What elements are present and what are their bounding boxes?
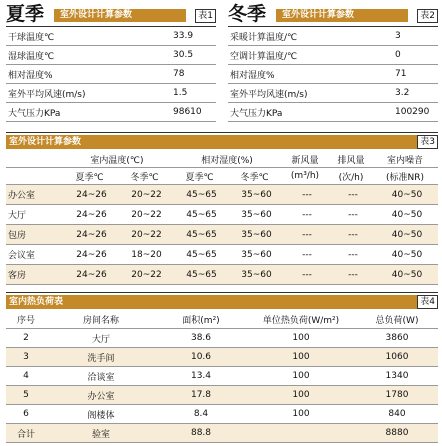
indoor-row (6, 245, 438, 265)
indoor-temp-header: 室内温度(℃) (90, 155, 144, 166)
indoor-exhaust: --- (348, 249, 358, 260)
indoor-row (6, 265, 438, 285)
load-no: 3 (23, 352, 29, 362)
indoor-fresh-air: --- (302, 249, 312, 260)
load-total: 8880 (385, 428, 409, 438)
indoor-room: 办公室 (8, 191, 36, 201)
indoor-exhaust: --- (348, 189, 358, 200)
load-row (6, 424, 438, 443)
summer-row (6, 27, 216, 46)
summer-row (6, 84, 216, 103)
summer-row (6, 65, 216, 84)
summer-row (6, 103, 216, 122)
load-no: 6 (23, 409, 29, 419)
load-name-header: 房间名称 (82, 316, 119, 326)
summer-value: 98610 (173, 107, 202, 117)
load-panel (6, 292, 438, 443)
indoor-hum-summer: 45~65 (186, 249, 217, 260)
winter-row (228, 27, 438, 46)
summer-badge: 室外设计计算参数 (54, 9, 186, 22)
summer-table (6, 27, 216, 122)
indoor-table-no: 表3 (417, 135, 438, 149)
load-unit: 100 (292, 333, 310, 343)
winter-label: 大气压力KPa (230, 108, 283, 119)
indoor-hum-winter: 35~60 (241, 209, 272, 220)
indoor-sub-header (6, 168, 438, 185)
load-unit: 100 (292, 371, 310, 381)
summer-value: 33.9 (173, 31, 194, 41)
load-rows (6, 329, 438, 443)
indoor-noise-header: 室内噪音 (386, 155, 423, 166)
load-total-header: 总负荷(W) (375, 316, 419, 326)
load-name: 洗手间 (87, 353, 115, 364)
load-no: 5 (23, 390, 29, 400)
indoor-fresh-air: --- (302, 269, 312, 280)
winter-value: 100290 (395, 107, 430, 117)
load-area: 8.4 (193, 409, 209, 419)
load-area-header: 面积(m²) (182, 316, 220, 326)
winter-label: 采暖计算温度/℃ (230, 32, 298, 43)
indoor-exhaust: --- (348, 269, 358, 280)
load-total: 1340 (385, 371, 409, 381)
load-total: 1060 (385, 352, 409, 362)
indoor-title: 室外设计计算参数 (6, 135, 421, 149)
winter-badge: 室外设计计算参数 (276, 9, 408, 22)
load-no: 4 (23, 371, 29, 381)
load-area: 88.8 (190, 428, 212, 438)
indoor-row (6, 185, 438, 205)
summer-value: 78 (173, 69, 185, 79)
indoor-hum-winter: 35~60 (241, 249, 272, 260)
load-name: 阁楼体 (87, 410, 115, 421)
load-name: 大厅 (91, 334, 110, 345)
summer-label: 室外平均风速(m/s) (8, 89, 86, 100)
indoor-hum-summer: 45~65 (186, 209, 217, 220)
indoor-hum-summer: 45~65 (186, 189, 217, 200)
winter-value: 0 (395, 50, 401, 60)
winter-panel (228, 4, 438, 122)
load-row (6, 329, 438, 348)
winter-value: 3.2 (395, 88, 410, 98)
load-name: 洽谈室 (87, 372, 115, 383)
load-area: 17.8 (190, 390, 212, 400)
winter-title: 冬季 (228, 3, 267, 25)
indoor-temp-summer: 24~26 (76, 229, 107, 240)
indoor-exhaust-unit: (次/h) (338, 172, 364, 183)
indoor-hum-winter: 35~60 (241, 229, 272, 240)
load-area: 10.6 (190, 352, 212, 362)
indoor-noise: 40~50 (391, 269, 423, 280)
load-unit: 100 (292, 352, 310, 362)
winter-label: 空调计算温度/℃ (230, 51, 298, 62)
indoor-noise: 40~50 (391, 229, 423, 240)
winter-row (228, 84, 438, 103)
winter-table-no: 表2 (417, 9, 438, 23)
indoor-hum-winter: 35~60 (241, 269, 272, 280)
load-row (6, 367, 438, 386)
indoor-humidity-header: 相对湿度(%) (201, 155, 253, 166)
winter-label: 室外平均风速(m/s) (230, 89, 308, 100)
indoor-fresh-air: --- (302, 229, 312, 240)
indoor-fresh-air-header: 新风量 (291, 155, 319, 166)
summer-panel (6, 4, 216, 122)
summer-label: 大气压力KPa (8, 108, 61, 119)
indoor-noise: 40~50 (391, 189, 423, 200)
indoor-fresh-air: --- (302, 189, 312, 200)
indoor-temp-summer: 24~26 (76, 189, 107, 200)
indoor-temp-winter: 20~22 (131, 269, 162, 280)
indoor-fresh-unit: (m³/h) (290, 171, 320, 181)
indoor-temp-summer: 24~26 (76, 209, 107, 220)
load-area: 38.6 (190, 333, 212, 343)
indoor-room: 大厅 (8, 211, 27, 221)
summer-table-no: 表1 (195, 9, 216, 23)
indoor-row (6, 225, 438, 245)
indoor-panel (6, 132, 438, 285)
indoor-temp-winter-header: 冬季℃ (130, 172, 159, 183)
winter-row (228, 46, 438, 65)
summer-label: 干球温度℃ (8, 32, 55, 43)
indoor-temp-winter: 18~20 (131, 249, 162, 260)
indoor-hum-winter: 35~60 (241, 189, 272, 200)
indoor-room: 客房 (8, 271, 27, 281)
indoor-temp-winter: 20~22 (131, 189, 162, 200)
indoor-hum-summer: 45~65 (186, 269, 217, 280)
winter-row (228, 103, 438, 122)
indoor-room: 包房 (8, 231, 27, 241)
winter-value: 71 (395, 69, 407, 79)
indoor-noise-unit: (标准NR) (385, 172, 424, 183)
load-total: 840 (388, 409, 406, 419)
winter-table (228, 27, 438, 122)
load-no: 2 (23, 333, 29, 343)
indoor-rows (6, 185, 438, 285)
load-unit: 100 (292, 409, 310, 419)
winter-row (228, 65, 438, 84)
winter-value: 3 (395, 31, 401, 41)
summer-value: 1.5 (173, 88, 188, 98)
indoor-group-header (6, 151, 438, 168)
indoor-noise: 40~50 (391, 249, 423, 260)
winter-label: 相对湿度% (230, 70, 275, 81)
load-area: 13.4 (190, 371, 212, 381)
summer-label: 湿球温度℃ (8, 51, 55, 62)
load-total: 3860 (385, 333, 409, 343)
load-unit: 100 (292, 390, 310, 400)
indoor-temp-winter: 20~22 (131, 229, 162, 240)
summer-row (6, 46, 216, 65)
indoor-fresh-air: --- (302, 209, 312, 220)
summer-title: 夏季 (6, 3, 45, 25)
indoor-temp-summer-header: 夏季℃ (75, 172, 104, 183)
load-table-no: 表4 (417, 295, 438, 309)
summer-value: 30.5 (173, 50, 194, 60)
load-row (6, 348, 438, 367)
indoor-temp-summer: 24~26 (76, 249, 107, 260)
indoor-exhaust: --- (348, 209, 358, 220)
load-unit-header: 单位热负荷(W/m²) (262, 316, 340, 326)
summer-label: 相对湿度% (8, 70, 53, 81)
load-title: 室内热负荷表 (6, 295, 421, 309)
load-name: 办公室 (87, 391, 115, 402)
indoor-temp-summer: 24~26 (76, 269, 107, 280)
indoor-exhaust: --- (348, 229, 358, 240)
load-row (6, 405, 438, 424)
indoor-hum-winter-header: 冬季℃ (240, 172, 269, 183)
load-row (6, 386, 438, 405)
indoor-room: 会议室 (8, 251, 36, 261)
load-no: 合计 (16, 429, 35, 440)
load-no-header: 序号 (16, 316, 35, 326)
load-total: 1780 (385, 390, 409, 400)
indoor-temp-winter: 20~22 (131, 209, 162, 220)
indoor-hum-summer-header: 夏季℃ (185, 172, 214, 183)
indoor-exhaust-header: 排风量 (337, 155, 365, 166)
indoor-noise: 40~50 (391, 209, 423, 220)
indoor-hum-summer: 45~65 (186, 229, 217, 240)
indoor-row (6, 205, 438, 225)
load-name: 验室 (91, 429, 110, 440)
load-header (6, 311, 438, 329)
